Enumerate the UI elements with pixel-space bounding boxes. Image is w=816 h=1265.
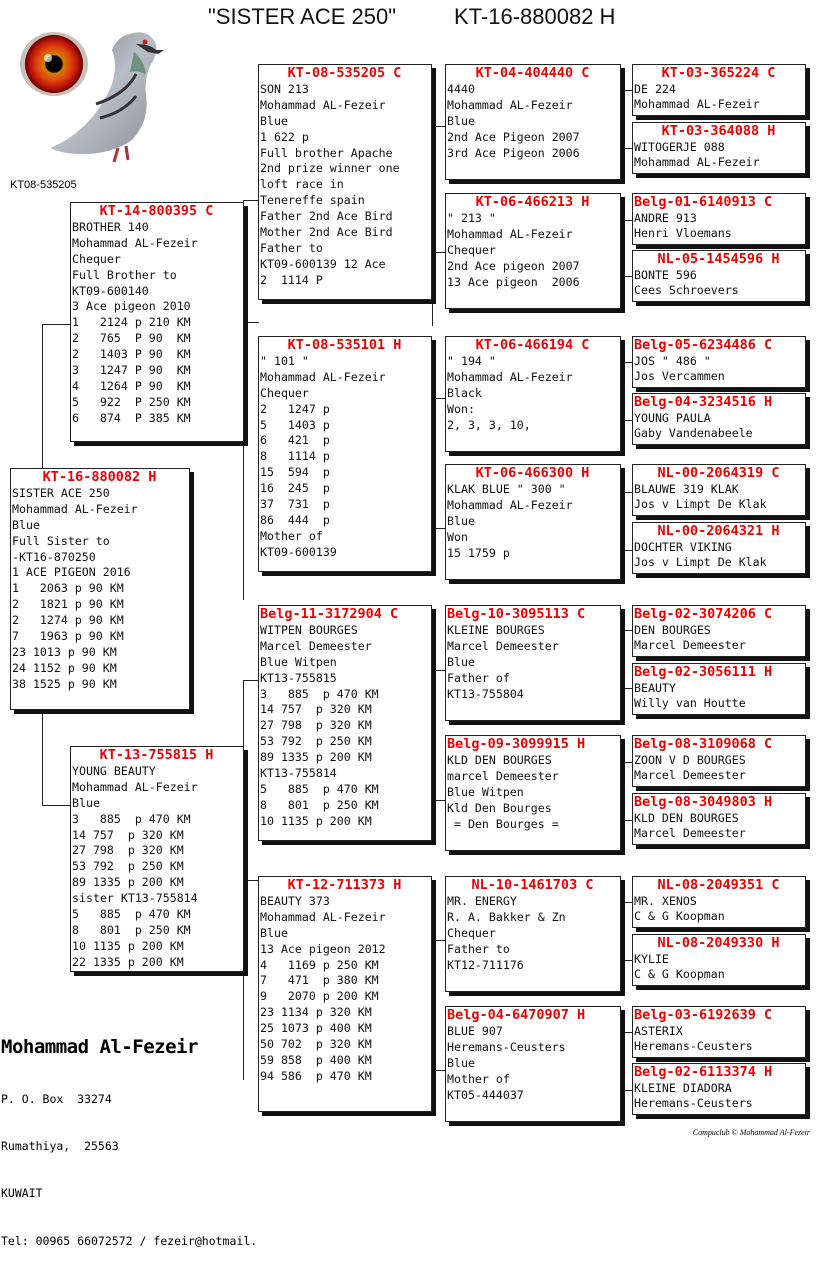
info-line: 27 798 p 320 KM bbox=[260, 718, 372, 733]
info-line: C & G Koopman bbox=[634, 967, 725, 981]
gg-grandparent-card[interactable] bbox=[632, 793, 806, 845]
info-line: 3 Ace pigeon 2010 bbox=[72, 299, 191, 314]
info-line: = Den Bourges = bbox=[447, 816, 559, 831]
info-line: KT09-600139 bbox=[260, 544, 337, 559]
info-line: 89 1335 p 200 KM bbox=[72, 875, 184, 890]
info-line: Father 2nd Ace Bird bbox=[260, 209, 393, 224]
info-line: 25 1073 p 400 KM bbox=[260, 1021, 372, 1036]
ring-number: KT-12-711373 H bbox=[287, 877, 402, 893]
info-line: 2nd Ace Pigeon 2007 bbox=[447, 129, 580, 144]
info-line: 5 885 p 470 KM bbox=[72, 907, 191, 922]
info-line: KT13-755804 bbox=[447, 686, 524, 701]
connector bbox=[432, 670, 446, 671]
info-line: Kld Den Bourges bbox=[447, 800, 552, 815]
info-line: 6 874 P 385 KM bbox=[72, 410, 191, 425]
connector bbox=[243, 880, 259, 881]
info-line: Won: bbox=[447, 401, 475, 416]
connector bbox=[243, 322, 259, 323]
connector bbox=[42, 708, 43, 805]
info-line: 13 Ace pigeon 2006 bbox=[447, 274, 580, 289]
grandparent-card[interactable] bbox=[258, 336, 432, 572]
address-line: Tel: 00965 66072572 / fezeir@hotmail. bbox=[1, 1233, 258, 1248]
info-line: Mohammad AL-Fezeir bbox=[72, 235, 198, 250]
info-line: -KT16-870250 bbox=[12, 549, 96, 564]
gg-grandparent-card[interactable] bbox=[632, 735, 806, 787]
info-line: Chequer bbox=[447, 925, 496, 940]
info-line: ASTERIX bbox=[634, 1024, 683, 1038]
info-line: 24 1152 p 90 KM bbox=[12, 660, 117, 675]
info-line: Mother of bbox=[447, 1071, 510, 1086]
grandparent-card[interactable] bbox=[258, 876, 432, 1112]
info-line: KT12-711176 bbox=[447, 957, 524, 972]
info-line: Jos Vercammen bbox=[634, 369, 725, 383]
gg-grandparent-card[interactable] bbox=[632, 934, 806, 986]
info-line: Mother of bbox=[260, 528, 323, 543]
info-line: Blue bbox=[12, 517, 40, 532]
info-line: 14 757 p 320 KM bbox=[72, 827, 184, 842]
info-line: Marcel Demeester bbox=[634, 638, 746, 652]
info-line: Mohammad AL-Fezeir bbox=[72, 779, 198, 794]
gg-grandparent-card[interactable] bbox=[632, 122, 806, 174]
connector bbox=[243, 680, 259, 681]
info-line: Father to bbox=[447, 941, 510, 956]
info-line: ZOON V D BOURGES bbox=[634, 753, 746, 767]
ring-number: Belg-08-3109068 C bbox=[634, 736, 773, 752]
ring-number: Belg-03-6192639 C bbox=[634, 1007, 773, 1023]
info-line: 2 1274 p 90 KM bbox=[12, 613, 124, 628]
info-line: Blue bbox=[72, 795, 100, 810]
info-line: Blue bbox=[260, 925, 288, 940]
ring-number: KT-06-466300 H bbox=[475, 465, 590, 481]
info-line: BLAUWE 319 KLAK bbox=[634, 482, 739, 496]
ring-number: NL-00-2064319 C bbox=[657, 465, 780, 481]
info-line: Blue bbox=[447, 1055, 475, 1070]
info-line: Tenereffe spain bbox=[260, 193, 365, 208]
connector bbox=[42, 805, 70, 806]
info-line: 2 765 P 90 KM bbox=[72, 331, 191, 346]
info-line: SON 213 bbox=[260, 82, 309, 96]
info-line: 27 798 p 320 KM bbox=[72, 843, 184, 858]
connector bbox=[620, 630, 632, 631]
info-line: 2 1403 P 90 KM bbox=[72, 347, 191, 362]
info-line: 2nd Ace pigeon 2007 bbox=[447, 258, 580, 273]
info-line: Jos v Limpt De Klak bbox=[634, 497, 767, 511]
info-line: Marcel Demeester bbox=[260, 638, 372, 653]
connector bbox=[620, 1032, 632, 1033]
info-line: 86 444 p bbox=[260, 512, 330, 527]
info-line: Full Sister to bbox=[12, 533, 110, 548]
owner-address bbox=[1, 1060, 257, 1265]
connector bbox=[620, 492, 632, 493]
connector bbox=[620, 90, 632, 91]
ring-number: KT-16-880082 H bbox=[42, 469, 157, 485]
info-line: KLEINE BOURGES bbox=[447, 623, 545, 637]
info-line: DOCHTER VIKING bbox=[634, 540, 732, 554]
info-line: 1 ACE PIGEON 2016 bbox=[12, 565, 131, 580]
ring-number: NL-08-2049351 C bbox=[657, 877, 780, 893]
info-line: Black bbox=[447, 385, 482, 400]
connector bbox=[620, 550, 632, 551]
grandparent-card[interactable] bbox=[258, 64, 432, 300]
info-line: 23 1013 p 90 KM bbox=[12, 644, 117, 659]
info-line: Blue bbox=[447, 513, 475, 528]
connector bbox=[432, 252, 446, 253]
info-line: Heremans-Ceusters bbox=[447, 1039, 566, 1054]
gg-grandparent-card[interactable] bbox=[632, 1006, 806, 1058]
connector bbox=[432, 940, 446, 941]
connector bbox=[432, 1070, 446, 1071]
info-line: YOUNG PAULA bbox=[634, 411, 711, 425]
info-line: Marcel Demeester bbox=[634, 768, 746, 782]
connector bbox=[243, 200, 259, 201]
info-line: 3 885 p 470 KM bbox=[72, 811, 191, 826]
info-line: KLAK BLUE " 300 " bbox=[447, 482, 566, 496]
info-line: C & G Koopman bbox=[634, 909, 725, 923]
info-line: 3rd Ace Pigeon 2006 bbox=[447, 145, 580, 160]
info-line: BROTHER 140 bbox=[72, 220, 149, 234]
connector bbox=[432, 398, 433, 528]
pigeon-photo bbox=[18, 14, 168, 164]
info-line: 3 885 p 470 KM bbox=[260, 686, 379, 701]
photo-caption: KT08-535205 bbox=[10, 179, 77, 191]
ring-number: KT-04-404440 C bbox=[475, 65, 590, 81]
info-line: " 194 " bbox=[447, 354, 496, 368]
info-line: Father to bbox=[260, 240, 323, 255]
info-line: 37 731 p bbox=[260, 497, 330, 512]
info-line: 59 858 p 400 KM bbox=[260, 1052, 372, 1067]
info-line: 5 922 P 250 KM bbox=[72, 394, 191, 409]
info-line: KT09-600140 bbox=[72, 283, 149, 298]
address-line: Rumathiya, 25563 bbox=[1, 1138, 119, 1153]
info-line: BEAUTY bbox=[634, 681, 676, 695]
info-line: Blue Witpen bbox=[447, 784, 524, 799]
info-line: DE 224 bbox=[634, 82, 676, 96]
gg-grandparent-card[interactable] bbox=[632, 193, 806, 245]
connector bbox=[432, 126, 433, 326]
info-line: 4 1169 p 250 KM bbox=[260, 957, 379, 972]
info-line: 15 594 p bbox=[260, 465, 330, 480]
connector bbox=[432, 940, 433, 1070]
info-line: R. A. Bakker & Zn bbox=[447, 909, 566, 924]
info-line: 53 792 p 250 KM bbox=[260, 734, 372, 749]
info-line: 16 245 p bbox=[260, 481, 330, 496]
info-line: 9 2070 p 200 KM bbox=[260, 989, 379, 1004]
ring-number: Belg-02-3074206 C bbox=[634, 606, 773, 622]
info-line: 2 1247 p bbox=[260, 401, 330, 416]
connector bbox=[620, 902, 632, 903]
info-line: KLD DEN BOURGES bbox=[634, 811, 739, 825]
info-line: KT05-444037 bbox=[447, 1087, 524, 1102]
ring-number: KT-08-535101 H bbox=[287, 337, 402, 353]
great-grandparent-card[interactable] bbox=[445, 876, 621, 992]
ring-number: KT-06-466213 H bbox=[475, 194, 590, 210]
great-grandparent-card[interactable] bbox=[445, 464, 621, 580]
owner-name: Mohammad Al-Fezeir bbox=[1, 1036, 198, 1058]
info-line: Blue Witpen bbox=[260, 654, 337, 669]
subject-card[interactable] bbox=[10, 468, 190, 710]
great-grandparent-card[interactable] bbox=[445, 735, 621, 851]
gg-grandparent-card[interactable] bbox=[632, 336, 806, 388]
gg-grandparent-card[interactable] bbox=[632, 876, 806, 928]
info-line: Full brother Apache bbox=[260, 145, 393, 160]
info-line: MR. XENOS bbox=[634, 894, 697, 908]
info-line: YOUNG BEAUTY bbox=[72, 764, 156, 778]
info-line: 1 2124 p 210 KM bbox=[72, 315, 191, 330]
ring-number: Belg-10-3095113 C bbox=[447, 606, 586, 622]
ring-number: NL-00-2064321 H bbox=[657, 523, 780, 539]
info-line: KYLIE bbox=[634, 952, 669, 966]
info-line: Mother 2nd Ace Bird bbox=[260, 225, 393, 240]
info-line: KT09-600139 12 Ace bbox=[260, 256, 386, 271]
info-line: SISTER ACE 250 bbox=[12, 486, 110, 500]
great-grandparent-card[interactable] bbox=[445, 64, 621, 180]
great-grandparent-card[interactable] bbox=[445, 193, 621, 309]
connector bbox=[432, 670, 433, 800]
gg-grandparent-card[interactable] bbox=[632, 522, 806, 574]
great-grandparent-card[interactable] bbox=[445, 336, 621, 452]
ring-number: Belg-05-6234486 C bbox=[634, 337, 773, 353]
info-line: 5 885 p 470 KM bbox=[260, 781, 379, 796]
ring-number: KT-08-535205 C bbox=[287, 65, 402, 81]
info-line: Mohammad AL-Fezeir bbox=[447, 97, 573, 112]
info-line: Willy van Houtte bbox=[634, 696, 746, 710]
info-line: loft race in bbox=[260, 177, 344, 192]
info-line: Chequer bbox=[72, 251, 121, 266]
connector bbox=[432, 398, 446, 399]
info-line: 22 1335 p 200 KM bbox=[72, 954, 184, 969]
info-line: BLUE 907 bbox=[447, 1024, 503, 1038]
info-line: Heremans-Ceusters bbox=[634, 1039, 753, 1053]
connector bbox=[620, 960, 632, 961]
info-line: KT13-755814 bbox=[260, 766, 337, 781]
connector bbox=[42, 324, 43, 468]
info-line: Father of bbox=[447, 670, 510, 685]
info-line: Cees Schroevers bbox=[634, 283, 739, 297]
ring-number: Belg-08-3049803 H bbox=[634, 794, 773, 810]
ring-number: NL-05-1454596 H bbox=[657, 251, 780, 267]
info-line: Mohammad AL-Fezeir bbox=[447, 369, 573, 384]
copyright-footer: Compuclub © Mohammad Al-Fezeir bbox=[692, 1128, 810, 1137]
info-line: 13 Ace pigeon 2012 bbox=[260, 941, 386, 956]
info-line: Mohammad AL-Fezeir bbox=[634, 97, 760, 111]
gg-grandparent-card[interactable] bbox=[632, 64, 806, 116]
ring-number: KT-13-755815 H bbox=[99, 747, 214, 763]
info-line: Marcel Demeester bbox=[447, 638, 559, 653]
ring-number: NL-08-2049330 H bbox=[657, 935, 780, 951]
info-line: BEAUTY 373 bbox=[260, 894, 330, 908]
info-line: JOS " 486 " bbox=[634, 354, 711, 368]
gg-grandparent-card[interactable] bbox=[632, 605, 806, 657]
info-line: 4 1264 P 90 KM bbox=[72, 378, 191, 393]
great-grandparent-card[interactable] bbox=[445, 1006, 621, 1122]
ring-number: KT-14-800395 C bbox=[99, 203, 214, 219]
connector bbox=[432, 800, 446, 801]
info-line: Mohammad AL-Fezeir bbox=[12, 501, 138, 516]
info-line: Mohammad AL-Fezeir bbox=[260, 97, 386, 112]
info-line: 4440 bbox=[447, 82, 475, 96]
connector bbox=[620, 148, 632, 149]
ring-number: Belg-01-6140913 C bbox=[634, 194, 773, 210]
connector bbox=[432, 126, 446, 127]
info-line: 2nd prize winner one bbox=[260, 161, 400, 176]
ring-number: Belg-02-6113374 H bbox=[634, 1064, 773, 1080]
connector bbox=[620, 1090, 632, 1091]
gg-grandparent-card[interactable] bbox=[632, 393, 806, 445]
info-line: 14 757 p 320 KM bbox=[260, 702, 372, 717]
pigeon-name-title: "SISTER ACE 250" bbox=[208, 4, 397, 29]
info-line: BONTE 596 bbox=[634, 268, 697, 282]
info-line: Won bbox=[447, 529, 468, 544]
info-line: 2, 3, 3, 10, bbox=[447, 417, 531, 432]
gg-grandparent-card[interactable] bbox=[632, 663, 806, 715]
info-line: Blue bbox=[447, 113, 475, 128]
info-line: WITPEN BOURGES bbox=[260, 623, 358, 637]
info-line: DEN BOURGES bbox=[634, 623, 711, 637]
info-line: 10 1135 p 200 KM bbox=[72, 938, 184, 953]
info-line: Marcel Demeester bbox=[634, 826, 746, 840]
ring-number: Belg-04-3234516 H bbox=[634, 394, 773, 410]
info-line: 2 1114 P bbox=[260, 272, 323, 287]
info-line: 1 622 p bbox=[260, 129, 309, 144]
info-line: 53 792 p 250 KM bbox=[72, 859, 184, 874]
gg-grandparent-card[interactable] bbox=[632, 1063, 806, 1115]
ring-number: KT-03-365224 C bbox=[661, 65, 776, 81]
info-line: 7 1963 p 90 KM bbox=[12, 629, 124, 644]
info-line: 89 1335 p 200 KM bbox=[260, 750, 372, 765]
info-line: KLD DEN BOURGES bbox=[447, 753, 552, 767]
ring-number: Belg-09-3099915 H bbox=[447, 736, 586, 752]
grandparent-card[interactable] bbox=[258, 605, 432, 841]
info-line: 38 1525 p 90 KM bbox=[12, 676, 117, 691]
info-line: 2 1821 p 90 KM bbox=[12, 597, 124, 612]
gg-grandparent-card[interactable] bbox=[632, 464, 806, 516]
gg-grandparent-card[interactable] bbox=[632, 250, 806, 302]
info-line: Mohammad AL-Fezeir bbox=[634, 155, 760, 169]
ring-number: KT-03-364088 H bbox=[661, 123, 776, 139]
info-line: WITOGERJE 088 bbox=[634, 140, 725, 154]
info-line: Mohammad AL-Fezeir bbox=[447, 497, 573, 512]
info-line: sister KT13-755814 bbox=[72, 891, 198, 906]
info-line: " 101 " bbox=[260, 354, 309, 368]
ring-number: Belg-11-3172904 C bbox=[260, 606, 399, 622]
info-line: 1 2063 p 90 KM bbox=[12, 581, 124, 596]
great-grandparent-card[interactable] bbox=[445, 605, 621, 721]
info-line: 7 471 p 380 KM bbox=[260, 973, 379, 988]
info-line: 6 421 p bbox=[260, 433, 330, 448]
address-line: P. O. Box 33274 bbox=[1, 1091, 112, 1106]
sire-card[interactable] bbox=[70, 202, 244, 442]
connector bbox=[432, 528, 446, 529]
info-line: KLEINE DIADORA bbox=[634, 1081, 732, 1095]
connector bbox=[620, 220, 632, 221]
info-line: Chequer bbox=[447, 242, 496, 257]
info-line: " 213 " bbox=[447, 211, 496, 225]
connector bbox=[620, 688, 632, 689]
connector bbox=[620, 762, 632, 763]
info-line: 23 1134 p 320 KM bbox=[260, 1005, 372, 1020]
ring-number: Belg-04-6470907 H bbox=[447, 1007, 586, 1023]
info-line: MR. ENERGY bbox=[447, 894, 517, 908]
info-line: 50 702 p 320 KM bbox=[260, 1037, 372, 1052]
info-line: Mohammad AL-Fezeir bbox=[260, 909, 386, 924]
info-line: Gaby Vandenabeele bbox=[634, 426, 753, 440]
info-line: Chequer bbox=[260, 385, 309, 400]
pigeon-ring-title: KT-16-880082 H bbox=[454, 4, 616, 29]
connector bbox=[620, 276, 632, 277]
info-line: 10 1135 p 200 KM bbox=[260, 813, 372, 828]
info-line: 94 586 p 470 KM bbox=[260, 1068, 372, 1083]
info-line: Full Brother to bbox=[72, 267, 177, 282]
info-line: 15 1759 p bbox=[447, 545, 510, 560]
info-line: 8 801 p 250 KM bbox=[260, 797, 379, 812]
info-line: Henri Vloemans bbox=[634, 226, 732, 240]
info-line: marcel Demeester bbox=[447, 768, 559, 783]
info-line: Mohammad AL-Fezeir bbox=[260, 369, 386, 384]
address-line: KUWAIT bbox=[1, 1186, 43, 1201]
info-line: 8 1114 p bbox=[260, 449, 330, 464]
info-line: 8 801 p 250 KM bbox=[72, 922, 191, 937]
info-line: Blue bbox=[447, 654, 475, 669]
info-line: KT13-755815 bbox=[260, 670, 337, 685]
info-line: Blue bbox=[260, 113, 288, 128]
ring-number: Belg-02-3056111 H bbox=[634, 664, 773, 680]
ring-number: KT-06-466194 C bbox=[475, 337, 590, 353]
info-line: Mohammad AL-Fezeir bbox=[447, 226, 573, 241]
connector bbox=[42, 324, 70, 325]
info-line: 5 1403 p bbox=[260, 417, 330, 432]
connector bbox=[620, 362, 632, 363]
info-line: 3 1247 P 90 KM bbox=[72, 363, 191, 378]
dam-card[interactable] bbox=[70, 746, 244, 972]
connector bbox=[620, 420, 632, 421]
info-line: Heremans-Ceusters bbox=[634, 1096, 753, 1110]
connector bbox=[620, 820, 632, 821]
info-line: Jos v Limpt De Klak bbox=[634, 555, 767, 569]
ring-number: NL-10-1461703 C bbox=[471, 877, 594, 893]
info-line: ANDRE 913 bbox=[634, 211, 697, 225]
